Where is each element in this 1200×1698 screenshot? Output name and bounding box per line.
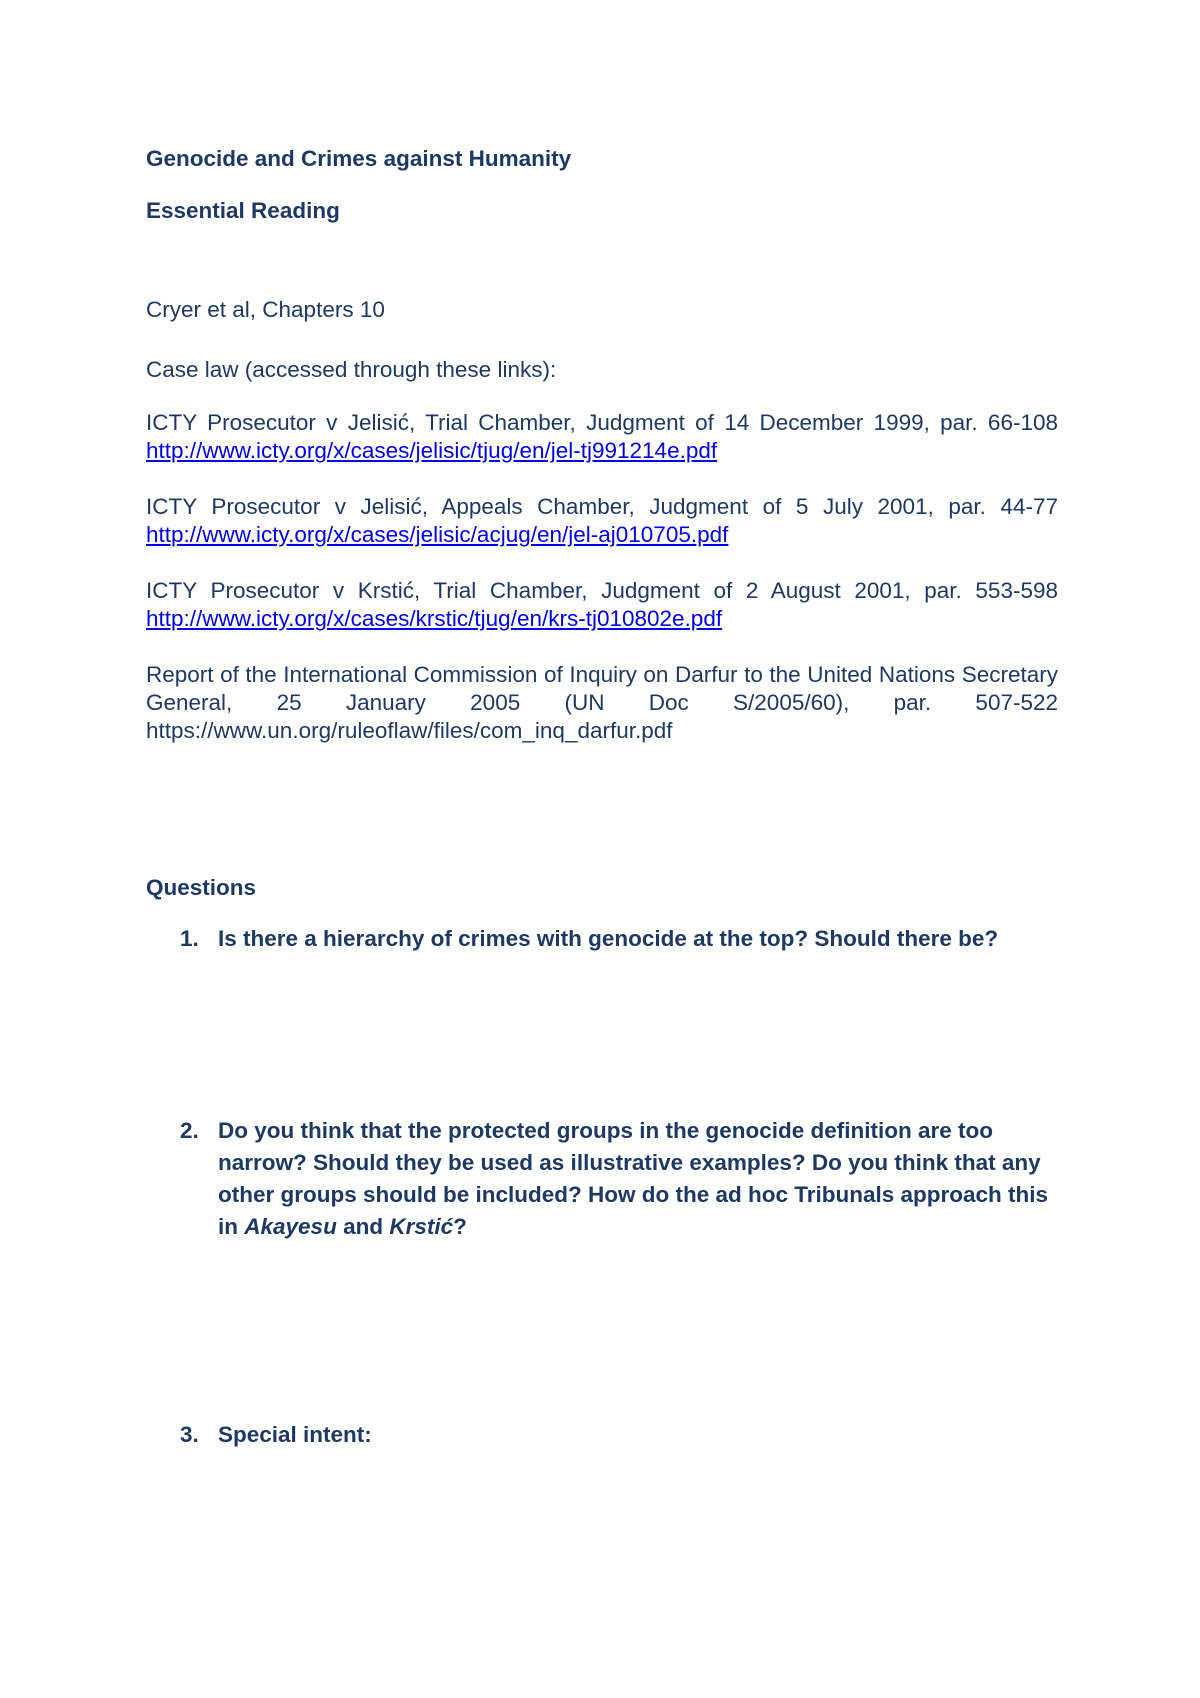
section-heading-questions: Questions bbox=[146, 875, 257, 900]
case-law-intro: Case law (accessed through these links): bbox=[146, 357, 557, 382]
question-number: 2. bbox=[180, 1118, 199, 1143]
case-name-krstic: Krstić bbox=[389, 1214, 454, 1239]
case-name-akayesu: Akayesu bbox=[244, 1214, 337, 1239]
question-text-end: ? bbox=[453, 1214, 467, 1239]
case-entry-jelisic-trial bbox=[146, 409, 1058, 465]
question-text-joiner: and bbox=[336, 1214, 390, 1239]
case-entry-jelisic-appeals bbox=[146, 493, 1058, 549]
question-text: Is there a hierarchy of crimes with genocide at the top? Should there be? bbox=[218, 926, 999, 951]
question-item-2 bbox=[146, 1115, 1058, 1243]
case-entry-text: ICTY Prosecutor v Krstić, Trial Chamber, Judgment of 2 August 2001, par. 553-598 bbox=[146, 578, 1058, 603]
question-text: Do you think that the protected groups in the genocide definition are too narrow? Should they be used as illustrative examples? Do you think that any other groups should be included? How do the ad hoc Tribunals approach this in bbox=[218, 1118, 1049, 1239]
case-entry-text: ICTY Prosecutor v Jelisić, Appeals Chamber, Judgment of 5 July 2001, par. 44-77 bbox=[146, 494, 1058, 519]
section-heading-essential-reading: Essential Reading bbox=[146, 198, 340, 223]
question-item-3 bbox=[146, 1419, 1058, 1451]
case-link-jelisic-appeals[interactable]: http://www.icty.org/x/cases/jelisic/acjug/en/jel-aj010705.pdf bbox=[146, 522, 729, 547]
case-link-krstic-trial[interactable]: http://www.icty.org/x/cases/krstic/tjug/en/krs-tj010802e.pdf bbox=[146, 606, 723, 631]
case-link-jelisic-trial[interactable]: http://www.icty.org/x/cases/jelisic/tjug/en/jel-tj991214e.pdf bbox=[146, 438, 718, 463]
question-number: 1. bbox=[180, 926, 199, 951]
document-title: Genocide and Crimes against Humanity bbox=[146, 146, 572, 171]
document-page bbox=[146, 143, 1058, 1451]
question-text: Special intent: bbox=[218, 1422, 372, 1447]
question-number: 3. bbox=[180, 1422, 199, 1447]
case-entry-krstic-trial bbox=[146, 577, 1058, 633]
questions-list bbox=[146, 923, 1058, 1451]
case-entry-darfur-report: Report of the International Commission of Inquiry on Darfur to the United Nations Secretary General, 25 January 2005 (UN Doc S/2005/60), par. 507-522 https://www.un.org/ruleoflaw/files/com_inq_darfur.pdf bbox=[146, 662, 1058, 743]
case-entry-text: ICTY Prosecutor v Jelisić, Trial Chamber, Judgment of 14 December 1999, par. 66-108 bbox=[146, 410, 1058, 435]
reading-reference: Cryer et al, Chapters 10 bbox=[146, 297, 385, 322]
question-item-1 bbox=[146, 923, 1058, 955]
